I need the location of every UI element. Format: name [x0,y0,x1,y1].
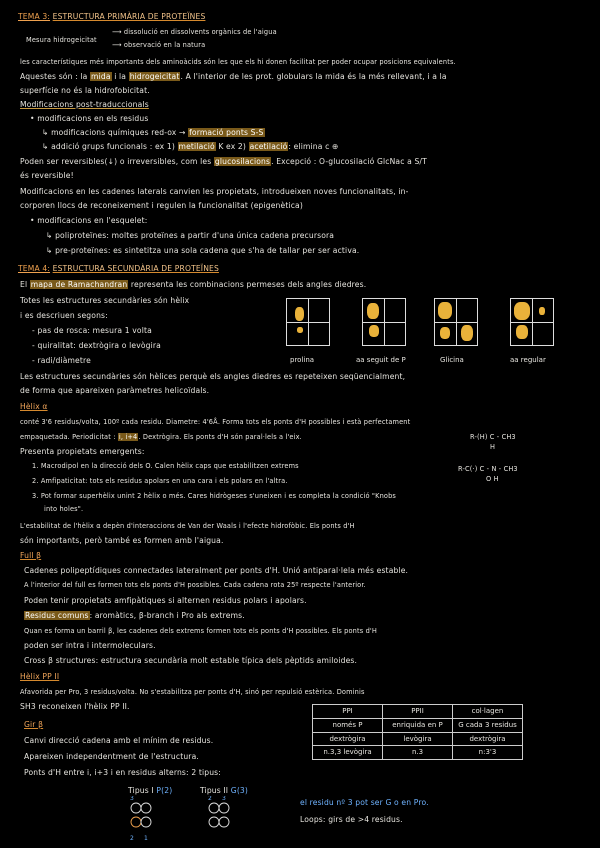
chem-struct-2b: O H [486,475,499,483]
table-row [313,746,523,760]
table-cell: levògira [383,732,453,746]
turn2-residue [209,817,219,827]
svg-text:1: 1 [144,835,148,842]
t3-p2a: Aquestes són : la [20,72,88,81]
t3-p3: superfície no és la hidrofobicitat. [20,86,150,95]
t3-m1-text: modificacions en els residus [37,114,149,123]
beta-b3: Poden tenir propietats amfipàtiques si alternen residus polars i apolars. [24,596,307,605]
t3-m6-text: pre-proteïnes: es sintetitza una sola cadena que s'ha de tallar per ser activa. [55,246,360,255]
t3-m3b: metilació [178,142,215,151]
t4-r6: - radi/diàmetre [32,356,91,365]
table-cell: només P [313,718,383,732]
t4-tag: TEMA 4: [18,264,51,273]
t3-m4: • modificacions en l'esquelet: [30,216,148,225]
table-cell: n.3 [383,746,453,760]
beta-b5: Quan es forma un barril β, les cadenes dels extrems formen tots els ponts d'H possibles. Els ponts d'H [24,627,377,635]
alpha-a2b: i, i+4 [118,433,138,441]
table-row [313,718,523,732]
t3-p6: Modificacions en les cadenes laterals canvien les propietats, introdueixen noves funcionalitats, in- [20,187,409,196]
table-header: PPI [313,705,383,719]
beta-heading: Full β [20,551,42,560]
t4-title: ESTRUCTURA SECUNDÀRIA DE PROTEÏNES [52,264,219,273]
beta-b4 [24,611,245,620]
beta-b4a: Residus comuns [25,611,89,620]
turn1-residue [131,817,141,827]
rama-cap-glicina: Glicina [440,356,464,364]
alpha-a1: conté 3'6 residus/volta, 100º cada residu. Diametre: 4'6Å. Forma tots els ponts d'H possibles i està perfectament [20,418,411,426]
t4-r3: i es descriuen segons: [20,311,108,320]
t3-m3e: : elimina c ⊕ [288,142,339,151]
table-header: col·lagen [453,705,523,719]
t3-modhead: Modificacions post-traduccionals [20,100,149,109]
alpha-a9: són importants, però també es formen amb l'aigua. [20,536,224,545]
turn1-residue [141,817,151,827]
t3-p4b: glucosilacions [214,157,271,166]
table-cell: n.3,3 levògira [313,746,383,760]
alpha-a6: 3. Pot formar superhèlix unint 2 hèlix o més. Cares hidrògeses s'uneixen i es completa la condició "Knobs [32,492,397,500]
t3-m2b: formació ponts S-S [189,128,264,137]
pp2-c1: Afavorida per Pro, 3 residus/volta. No s'estabilitza per ponts d'H, sinó per repulsió estèrica. Dominis [20,688,365,696]
t3-m2a: modificacions químiques red-ox [51,128,177,137]
t4-r5: - quiralitat: dextrògira o levògira [32,341,161,350]
t4-r4: - pas de rosca: mesura 1 volta [32,326,152,335]
t3-m5-text: poliproteïnes: moltes proteïnes a partir d'una única cadena precursora [55,231,335,240]
t3-m4-text: modificacions en l'esquelet: [37,216,148,225]
turn1-residue [131,803,141,813]
t3-title: ESTRUCTURA PRIMÀRIA DE PROTEÏNES [52,12,206,21]
t3-p4c: . Excepció : O-glucosilació GlcNac a S/T [271,157,427,166]
t4-r7: Les estructures secundàries són hèlices perquè els angles diedres es repeteixen seqüencialment, [20,372,406,381]
t3-p4 [20,157,427,166]
svg-text:2: 2 [130,835,134,842]
tipus1-code: P(2) [156,786,173,795]
svg-text:3: 3 [130,796,134,802]
t3-arrow1: ⟶ dissolució en dissolvents orgànics de l'aigua [112,28,277,36]
t4-r1a: El [20,280,28,289]
chem-struct-1b: H [490,443,496,451]
rama-plot-aa-seguit-p [362,298,406,346]
t4-r1b: mapa de Ramachandran [30,280,128,289]
beta-b2: A l'interior del full es formen tots els ponts d'H possibles. Cada cadena rota 25º respecte l'anterior. [24,581,366,589]
svg-text:2: 2 [208,796,212,802]
t3-m5: ↳ poliproteïnes: moltes proteïnes a partir d'una única cadena precursora [46,231,335,240]
tipus2-code: G(3) [230,786,249,795]
table-cell: G cada 3 residus [453,718,523,732]
alpha-a8: L'estabilitat de l'hèlix α depèn d'interaccions de Van der Waals i l'efecte hidrofòbic. Els ponts d'H [20,522,355,530]
chem-struct-2: R-C(·) C - N - CH3 [458,465,518,473]
t4-r1 [20,280,366,289]
table-cell: enriquida en P [383,718,453,732]
alpha-a5: 2. Amfipaticitat: tots els residus apolars en una cara i els polars en l'altra. [32,477,288,485]
table-row [313,732,523,746]
t3-p2c: . A l'interior de les prot. globulars la mida és la més rellevant, i a la [180,72,447,81]
beta-b4b: : aromàtics, β-branch i Pro als extrems. [89,611,245,620]
alpha-a2a: empaquetada. Periodicitat : [20,433,116,441]
rama-plot-glicina [434,298,478,346]
alpha-a2 [20,433,302,441]
rama-cap-prolina: prolina [290,356,315,364]
table-cell: dextrògira [453,732,523,746]
gir-g1: Canvi direcció cadena amb el mínim de residus. [24,736,214,745]
t4-r2: Totes les estructures secundàries són hèlix [20,296,190,305]
alpha-a3: Presenta propietats emergents: [20,447,145,456]
t3-p7: corporen llocs de reconeixement i regulen la funcionalitat (epigenètica) [20,201,303,210]
table-cell: dextrògira [313,732,383,746]
tipus1-text: Tipus I [128,786,154,795]
rama-cap-aa-seguit-p: aa seguit de P [356,356,406,364]
alpha-a2c: . Dextrògira. Els ponts d'H són paral·lels a l'eix. [138,433,302,441]
t3-m2: ↳ modificacions químiques red-ox → formació ponts S-S [42,128,264,137]
t3-p5: és reversible! [20,171,74,180]
t3-arrow1-text: dissolució en dissolvents orgànics de l'aigua [123,28,277,36]
blue-note-1: el residu nº 3 pot ser G o en Pro. [300,798,429,807]
rama-cap-aa-regular: aa regular [510,356,546,364]
turn1-residue [141,803,151,813]
turn2-residue [209,803,219,813]
gir-g2: Apareixen independentment de l'estructura. [24,752,199,761]
tipus2-label [200,786,248,795]
t3-p2 [20,72,447,81]
t3-heading [18,12,205,21]
t3-mida: mida [91,72,111,81]
pp2-heading: Hèlix PP II [20,672,60,681]
beta-b7: Cross β structures: estructura secundària molt estable típica dels pèptids amiloides. [24,656,358,665]
alpha-heading: Hèlix α [20,402,48,411]
chem-struct-1: R-(H) C - CH3 [470,433,516,441]
t4-heading [18,264,219,273]
beta-b1: Cadenes polipeptídiques connectades lateralment per ponts d'H. Unió antiparal·lela més estable. [24,566,409,575]
table-header-row [313,705,523,719]
t3-p4a: Poden ser reversibles(↓) o irreversibles, com les [20,157,212,166]
t3-tag: TEMA 3: [18,12,51,21]
alpha-a7: into holes". [44,505,84,513]
beta-b6: poden ser intra i intermoleculars. [24,641,156,650]
rama-plot-aa-regular [510,298,554,346]
t4-r1c: representa les combinacions permeses dels angles diedres. [130,280,367,289]
turn2-residue [219,803,229,813]
t3-p2b: i la [114,72,127,81]
turn2-residue [219,817,229,827]
t3-m3a: addició grups funcionals : ex 1) [51,142,175,151]
tipus2-text: Tipus II [200,786,229,795]
t3-m3: ↳ addició grups funcionals : ex 1) metilació K ex 2) acetilació: elimina c ⊕ [42,142,339,151]
t3-m3c: K ex 2) [218,142,247,151]
gir-g3: Ponts d'H entre i, i+3 i en residus alterns: 2 tipus: [24,768,221,777]
gir-heading: Gir β [24,720,44,729]
t3-mesura: Mesura hidrogeicitat [26,36,97,44]
loops-note: Loops: girs de >4 residus. [300,815,403,824]
alpha-a4: 1. Macrodipol en la direcció dels O. Calen hèlix caps que estabilitzen extrems [32,462,299,470]
pp2-c2: SH3 reconeixen l'hèlix PP II. [20,702,130,711]
t3-m3d: acetilació [249,142,288,151]
beta-turn-diagram [118,796,268,844]
table-header: PPII [383,705,453,719]
t4-r8: de forma que apareixen paràmetres helicoïdals. [20,386,210,395]
t3-arrow2: ⟶ observació en la natura [112,41,206,49]
rama-plot-prolina [286,298,330,346]
svg-text:3: 3 [222,796,226,802]
t3-m6: ↳ pre-proteïnes: es sintetitza una sola cadena que s'ha de tallar per ser activa. [46,246,360,255]
t3-p1: les característiques més importants dels aminoàcids són les que els hi donen facilitat per poder ocupar posicions equivalents. [20,58,456,66]
t3-arrow2-text: observació en la natura [123,41,206,49]
t3-hidro: hidrogeicitat [129,72,180,81]
tipus1-label [128,786,172,795]
helix-comparison-table [312,704,523,760]
t3-m1: • modificacions en els residus [30,114,149,123]
table-cell: n:3'3 [453,746,523,760]
